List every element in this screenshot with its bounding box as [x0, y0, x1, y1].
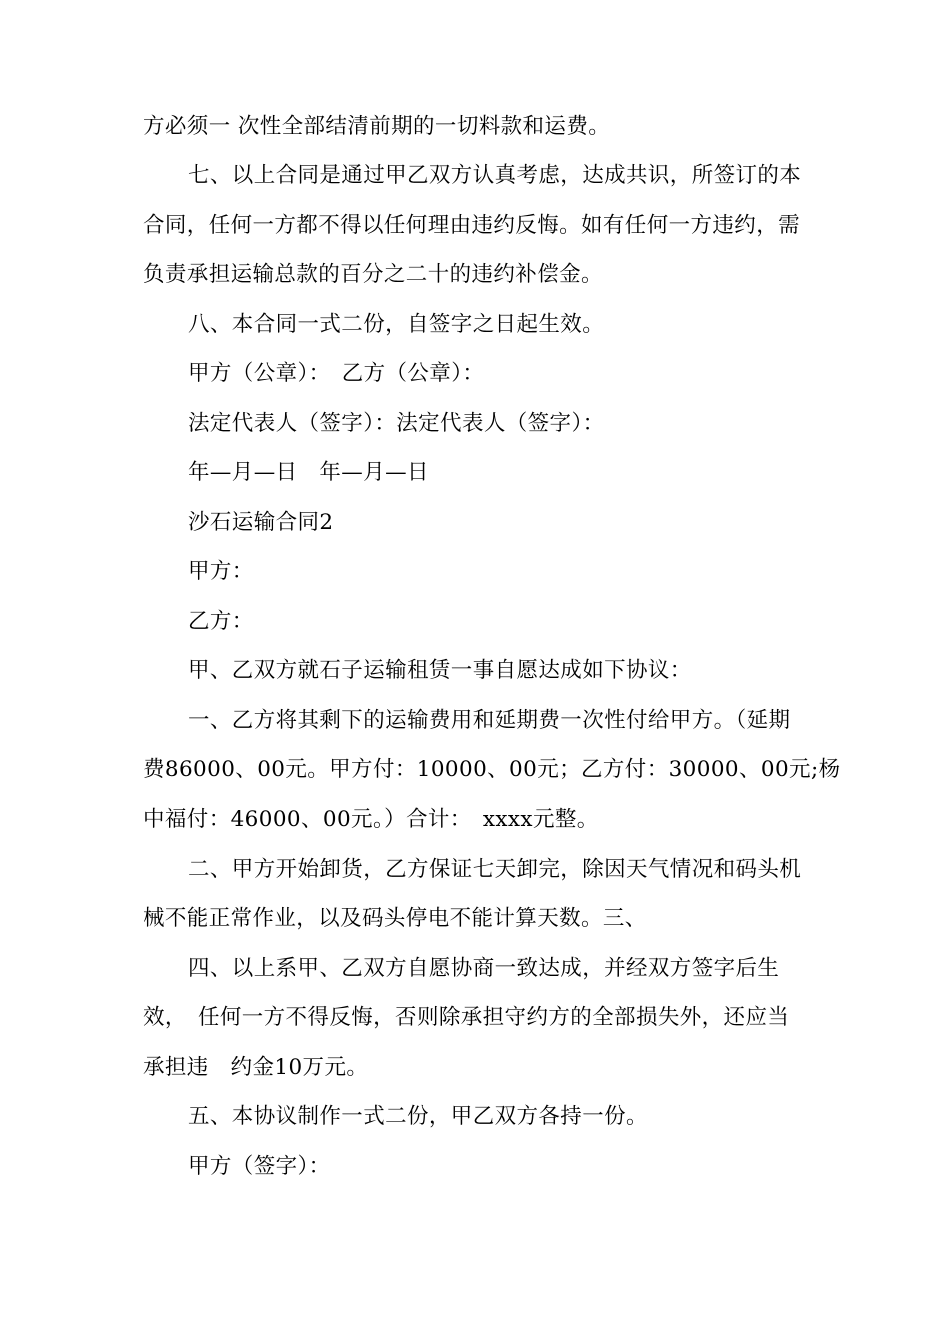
clause-5: 五、本协议制作一式二份，甲乙双方各持一份。 [188, 1104, 648, 1129]
clause-2-line-1: 二、甲方开始卸货，乙方保证七天卸完，除因天气情况和码头机 [188, 857, 802, 882]
clause-4-line-1: 四、以上系甲、乙双方自愿协商一致达成，并经双方签字后生 [188, 956, 780, 981]
party-a-signature-line: 甲方（签字）： [188, 1154, 331, 1179]
party-a-seal-line: 甲方（公章）： 乙方（公章）： [188, 361, 485, 386]
clause-4-line-2: 效， 任何一方不得反悔，否则除承担守约方的全部损失外，还应当 [143, 1005, 790, 1030]
party-b-label: 乙方： [188, 609, 254, 634]
legal-rep-signature-line: 法定代表人（签字）：法定代表人（签字）： [188, 411, 605, 436]
clause-4-line-3: 承担违 约金10万元。 [143, 1055, 369, 1080]
clause-2-line-2: 械不能正常作业，以及码头停电不能计算天数。三、 [143, 906, 647, 931]
agreement-intro: 甲、乙双方就石子运输租赁一事自愿达成如下协议： [188, 658, 692, 683]
contract-2-title: 沙石运输合同2 [188, 510, 334, 535]
clause-7-line-2: 合同，任何一方都不得以任何理由违约反悔。如有任何一方违约，需 [143, 213, 801, 238]
clause-7-line-1: 七、以上合同是通过甲乙双方认真考虑，达成共识，所签订的本 [188, 163, 802, 188]
party-a-label: 甲方： [188, 559, 254, 584]
clause-1-line-2: 费86000、00元。甲方付：10000、00元；乙方付：30000、00元;杨 [143, 757, 841, 782]
date-line: 年—月—日 年—月—日 [188, 460, 429, 485]
text-line: 方必须一 次性全部结清前期的一切料款和运费。 [143, 114, 611, 139]
clause-7-line-3: 负责承担运输总款的百分之二十的违约补偿金。 [143, 262, 603, 287]
clause-1-line-3: 中福付：46000、00元。）合计： xxxx元整。 [143, 807, 599, 832]
clause-1-line-1: 一、乙方将其剩下的运输费用和延期费一次性付给甲方。（延期 [188, 708, 791, 733]
clause-8: 八、本合同一式二份，自签字之日起生效。 [188, 312, 605, 337]
